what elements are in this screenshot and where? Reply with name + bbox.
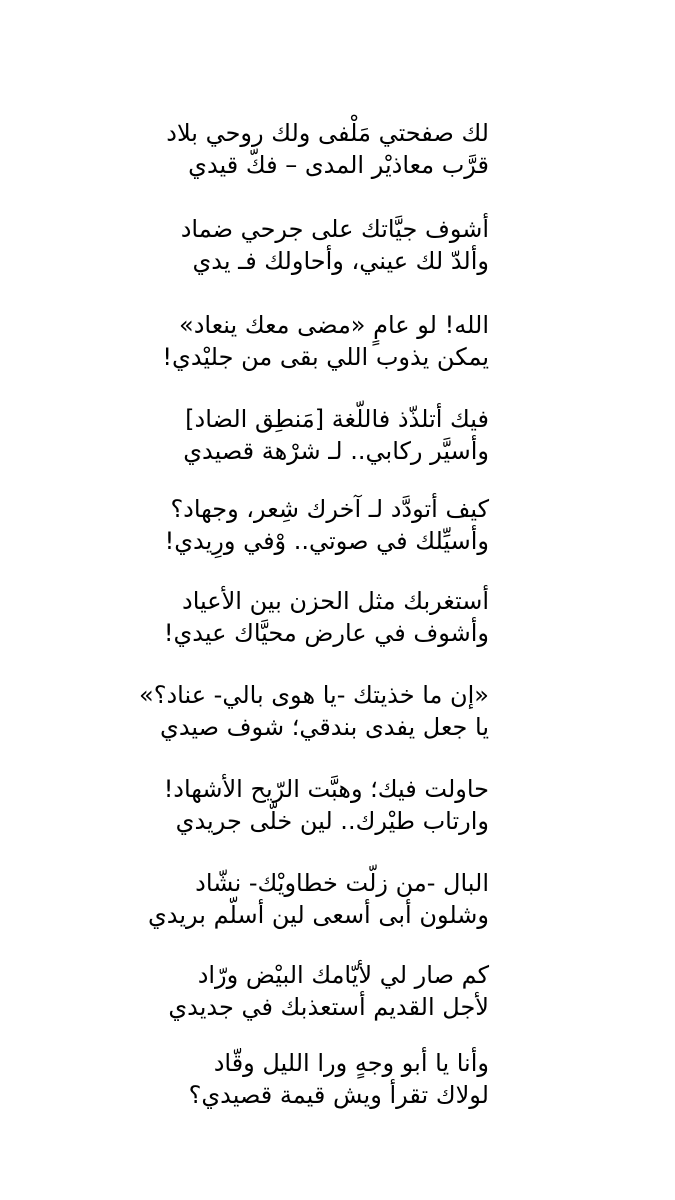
- verse-line: لك صفحتي مَلْفى ولك روحي بلاد: [166, 119, 489, 147]
- verse-line: وشلون أبى أسعى لين أسلّم بريدي: [147, 901, 489, 929]
- verse-line: أشوف جيَّاتك على جرحي ضماد: [180, 215, 489, 243]
- poem: [0, 118, 675, 1118]
- verse-line: قرَّب معاذيْر المدى – فكّ قيدي: [188, 151, 489, 179]
- verse-line: لولاك تقرأ ويش قيمة قصيدي؟: [188, 1081, 489, 1109]
- verse-line: حاولت فيك؛ وهبَّت الرّيح الأشهاد!: [163, 775, 489, 803]
- verse-line: كم صار لي لأيّامك البيْض ورّاد: [197, 961, 489, 989]
- verse-line: لأجل القديم أستعذبك في جديدي: [168, 993, 489, 1021]
- verse-line: وارتاب طيْرك.. لين خلّى جريدي: [175, 807, 489, 835]
- verse-line: «إن ما خذيتك -يا هوى بالي- عناد؟»: [139, 681, 489, 709]
- verse-line: كيف أتودَّد لـ آخرك شِعر، وجهاد؟: [170, 495, 489, 523]
- verse-line: يا جعل يفدى بندقي؛ شوف صيدي: [160, 713, 489, 741]
- verse-line: وأسيِّلك في صوتي.. وْفي ورِيدي!: [164, 527, 489, 555]
- verse-line: وأسيَّر ركابي.. لـ شرْهة قصيدي: [183, 437, 489, 465]
- verse-line: البال -من زلّت خطاويْك- نشّاد: [195, 869, 489, 897]
- verse-line: الله! لو عامٍ «مضى معك ينعاد»: [179, 311, 489, 339]
- verse-line: وألدّ لك عيني، وأحاولك فـ يدي: [192, 247, 489, 275]
- verse-line: وأشوف في عارض محيَّاك عيدي!: [163, 619, 489, 647]
- verse-line: فيك أتلذّذ فاللّغة [مَنطِق الضاد]: [185, 405, 489, 433]
- verse-line: يمكن يذوب اللي بقى من جليْدي!: [162, 343, 489, 371]
- verse-line: أستغربك مثل الحزن بين الأعياد: [182, 587, 489, 615]
- verse-line: وأنا يا أبو وجهٍ ورا الليل وقّاد: [213, 1049, 489, 1077]
